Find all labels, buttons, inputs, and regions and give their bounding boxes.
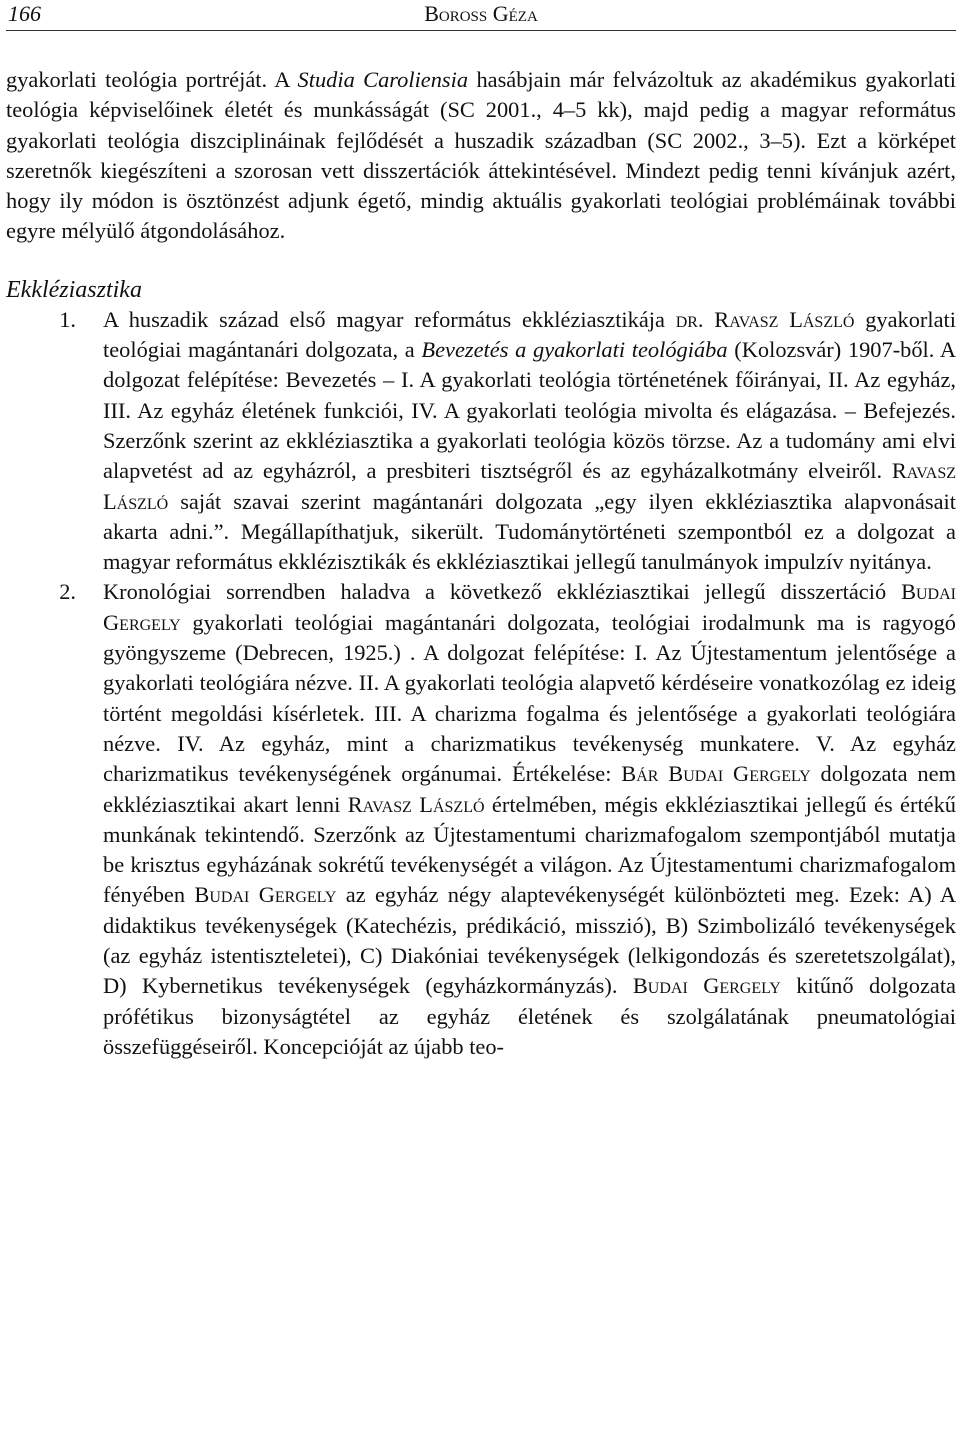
running-head	[6, 0, 956, 28]
author-name: dr. Ravasz László	[675, 306, 855, 332]
page-header	[6, 0, 956, 31]
author-name: Budai Gergely	[632, 973, 781, 999]
author-name: Budai Gergely	[194, 882, 337, 908]
item-number: 1.	[59, 306, 76, 332]
item-number: 2.	[59, 579, 76, 605]
page-number: 166	[8, 1, 41, 26]
item-text: (Kolozsvár) 1907-ből. A dolgozat felépítése: Bevezetés – I. A gyakorlati teológia történetének főirányai, II. Az egyház, III. Az egyház életének funkciói, IV. A gyakorlati teológia mivolta és elágazása. – Befejezés. Szerzőnk szerint az ekkléziasztika a gyakorlati teológia közös törzse. Az a tudomány ami elvi alapvetést ad az egyházról, a presbiteri tisztségről és az egyházalkotmány elveiről.	[103, 337, 957, 484]
work-title: Bevezetés a gyakorlati teológiába	[421, 337, 728, 363]
item-text: értelmében, mégis ekkléziasztikai jellegű és értékű munkának tekintendő. Szerzőnk az Újtestamentumi charizmafogalom szempontjából mutatja be krisztus egyházának sokrétű tevékenységét a világon. Az Újtestamentumi charizmafogalom fényében	[103, 791, 957, 908]
author-name: Ravasz László	[103, 458, 956, 514]
intro-text-1: gyakorlati teológia portréját. A	[6, 67, 298, 92]
author-name: Budai Gergely	[103, 579, 956, 635]
intro-text-2: hasábjain már felvázoltuk az akadémikus gyakorlati teológia képviselőinek életét és munkásságát (SC 2001., 4–5 kk), majd pedig a magyar református gyakorlati teológia diszciplináinak fejlődését a huszadik században (SC 2002., 3–5). Ezt a körképet szeretnők kiegészíteni a szorosan vett disszertációk áttekintésével. Mindezt pedig tenni kívánjuk azért, hogy ily módon is ösztönzést adjunk égető, mindig aktuális gyakorlati teológiai problémáinak további egyre mélyülő átgondolásához.	[6, 67, 956, 244]
author-name: Bár Budai Gergely	[621, 761, 811, 787]
item-text: saját szavai szerint magántanári dolgozata „egy ilyen ekkléziasztika alapvonásait akarta adni.”. Megállapíthatjuk, sikerült. Tudománytörténeti szempontból ez a dolgozat a magyar református ekklézisztikák és ekkléziasztikai jellegű tanulmányok impulzív nyitánya.	[103, 488, 956, 575]
item-text: kitűnő dolgozata prófétikus bizonyságtétel az egyház életének és szolgálatának pneumatológiai összefüggéseiről. Koncepcióját az újabb teo-	[103, 973, 956, 1059]
item-text: gyakorlati teológiai magántanári dolgozata, a	[103, 306, 956, 363]
item-text: dolgozata nem ekkléziasztikai akart lenni	[103, 761, 956, 817]
section-heading: Ekkléziasztika	[6, 276, 142, 303]
running-head-author: Boross Géza	[424, 1, 538, 26]
intro-paragraph	[6, 65, 956, 247]
item-text: A huszadik század első magyar református ekkléziasztikája	[103, 306, 676, 332]
list-item	[6, 305, 956, 578]
item-text: gyakorlati teológiai magántanári dolgozata, teológiai irodalmunk ma is ragyogó gyöngyszeme (Debrecen, 1925.) . A dolgozat felépítése: I. Az Újtestamentum jelentősége a gyakorlati teológiára nézve. II. A gyakorlati teológia alapvető kérdéseire vonatkozólag ez ideig történt megoldási kísérletek. III. A charizma fogalma és jelentősége a gyakorlati teológiára nézve. IV. Az egyház, mint a charizmatikus tevékenység munkatere. V. Az egyház charizmatikus tevékenységének orgánumai. Értékelése:	[103, 609, 956, 787]
author-name: Ravasz László	[347, 791, 485, 817]
journal-title: Studia Caroliensia	[297, 67, 469, 92]
dissertation-list	[6, 305, 956, 1062]
list-item	[6, 577, 956, 1062]
item-text: Kronológiai sorrendben haladva a következő ekkléziasztikai jellegű disszertáció	[103, 579, 902, 605]
item-text: az egyház négy alaptevékenységét különbözteti meg. Ezek: A) A didaktikus tevékenységek (Katechézis, prédikáció, misszió), B) Szimbolizáló tevékenységek (az egyház istentiszteletei), C) Diakóniai tevékenységek (lelkigondozás és szeretetszolgálat), D) Kybernetikus tevékenységek (egyházkormányzás).	[103, 882, 956, 999]
